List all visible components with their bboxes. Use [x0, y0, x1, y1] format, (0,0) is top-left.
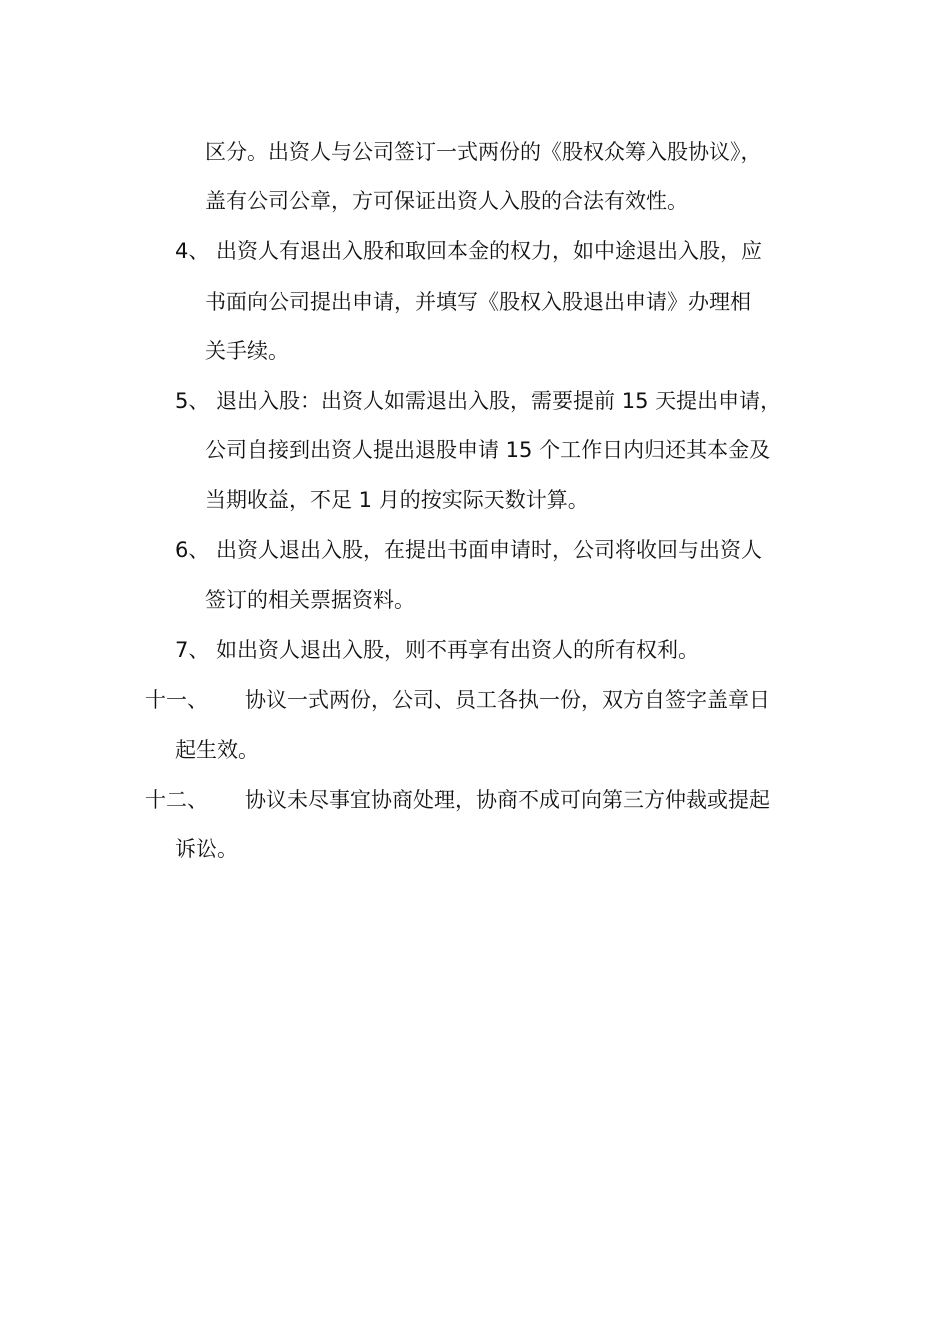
list-item-7-line1: 7、 如出资人退出入股，则不再享有出资人的所有权利。 — [175, 638, 700, 662]
list-item-4-line1: 4、 出资人有退出入股和取回本金的权力，如中途退出入股，应 — [175, 239, 763, 263]
section-11-number: 十一、 — [145, 688, 208, 712]
list-item-4-line3: 关手续。 — [205, 339, 289, 363]
list-item-6-line1: 6、 出资人退出入股，在提出书面申请时，公司将收回与出资人 — [175, 538, 763, 562]
section-11-line2: 起生效。 — [175, 738, 259, 762]
list-item-5-line2: 公司自接到出资人提出退股申请 15 个工作日内归还其本金及 — [205, 438, 771, 462]
section-12-line2: 诉讼。 — [175, 837, 238, 861]
list-item-5-line1: 5、 退出入股：出资人如需退出入股，需要提前 15 天提出申请， — [175, 389, 782, 413]
list-item-5-line3: 当期收益，不足 1 月的按实际天数计算。 — [205, 488, 589, 512]
item3-continuation-line2: 盖有公司公章，方可保证出资人入股的合法有效性。 — [205, 189, 688, 213]
list-item-4-line2: 书面向公司提出申请，并填写《股权入股退出申请》办理相 — [205, 290, 751, 314]
section-12-line1: 协议未尽事宜协商处理，协商不成可向第三方仲裁或提起 — [245, 788, 770, 812]
list-item-6-line2: 签订的相关票据资料。 — [205, 588, 415, 612]
section-11-line1: 协议一式两份，公司、员工各执一份，双方自签字盖章日 — [245, 688, 770, 712]
section-12-number: 十二、 — [145, 788, 208, 812]
item3-continuation-line1: 区分。出资人与公司签订一式两份的《股权众筹入股协议》， — [205, 140, 762, 164]
